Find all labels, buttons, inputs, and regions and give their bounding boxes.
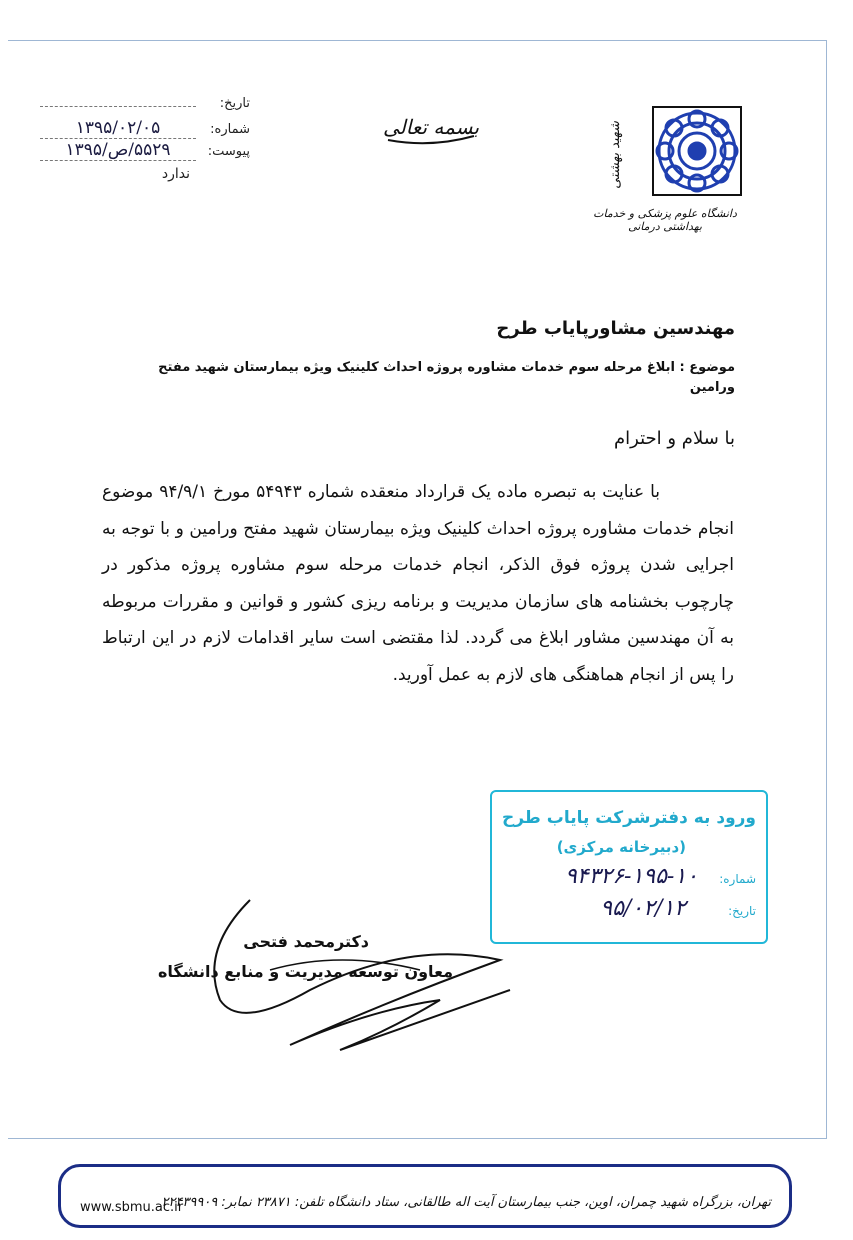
stamp-title: ورود به دفترشرکت پایاب طرح: [501, 808, 756, 828]
bismillah-text: بسمه تعالی: [382, 115, 480, 139]
footer-website-link[interactable]: www.sbmu.ac.ir: [80, 1200, 184, 1215]
university-name: دانشگاه علوم پزشکی و خدمات بهداشتی درمانی: [593, 207, 737, 233]
greeting: با سلام و احترام: [614, 428, 735, 449]
letter-body-text: با عنایت به تبصره ماده یک قرارداد منعقده شماره ۵۴۹۴۳ مورخ ۹۴/۹/۱ موضوع انجام خدمات مشاوره پروژه احداث کلینیک ویژه بیمارستان شهید مفتح ورامین و با توجه به اجرایی شدن پروژه فوق الذکر، انجام خدمات مرحله سوم مشاوره پروژه مذکور در چارچوب بخشنامه های سازمان مدیریت و برنامه ریزی کشور و قوانین و مقررات مربوطه به آن مهندسین مشاور ابلاغ می گردد. لذا مقتضی است سایر اقدامات لازم در این ارتباط را پس از انجام هماهنگی های لازم به عمل آورید.: [102, 482, 734, 685]
logo-calligraphy-text: شهید بهشتی: [608, 121, 623, 189]
stamp-number-label: شماره:: [719, 872, 756, 886]
attachment-value: ۵۵۲۹/ص/۱۳۹۵: [40, 140, 196, 161]
letter-meta: [40, 96, 250, 182]
attachment-row: [40, 140, 250, 162]
recipient-title: مهندسین مشاورپایاب طرح: [496, 318, 735, 339]
stamp-subtitle: (دبیرخانه مرکزی): [556, 838, 686, 856]
signatory-title: معاون توسعه مدیریت و منابع دانشگاه: [157, 962, 453, 981]
subject-line: موضوع : ابلاغ مرحله سوم خدمات مشاوره پروژه احداث کلینیک ویژه بیمارستان شهید مفتح ورامین: [158, 360, 735, 395]
receipt-stamp: [490, 790, 768, 944]
bismillah-calligraphy: [376, 100, 486, 150]
footer-divider: [8, 1138, 826, 1139]
date-value: [40, 106, 196, 107]
number-label: شماره:: [210, 122, 250, 137]
attachment-none: ندارد: [161, 166, 190, 182]
signatory-name: دکترمحمد فتحی: [243, 932, 369, 951]
number-row: [40, 118, 250, 140]
number-value: ۱۳۹۵/۰۲/۰۵: [40, 118, 196, 139]
stamp-number-value: ۹۴۳۲۶-۱۹۵-۱۰: [564, 864, 698, 889]
date-row: [40, 96, 250, 118]
attachment-label: پیوست:: [207, 144, 250, 159]
letter-body: [102, 474, 734, 693]
date-label: تاریخ:: [219, 96, 250, 111]
footer-address: تهران، بزرگراه شهید چمران، اوین، جنب بیمارستان آیت اله طالقانی، ستاد دانشگاه تلفن: ۲۳۸۷۱ نمابر: ۲۲۴۳۹۹۰۹: [161, 1195, 771, 1210]
stamp-date-value: ۹۵/۰۲/۱۲: [600, 896, 686, 921]
stamp-date-label: تاریخ:: [728, 904, 756, 918]
university-logo: [585, 95, 745, 233]
